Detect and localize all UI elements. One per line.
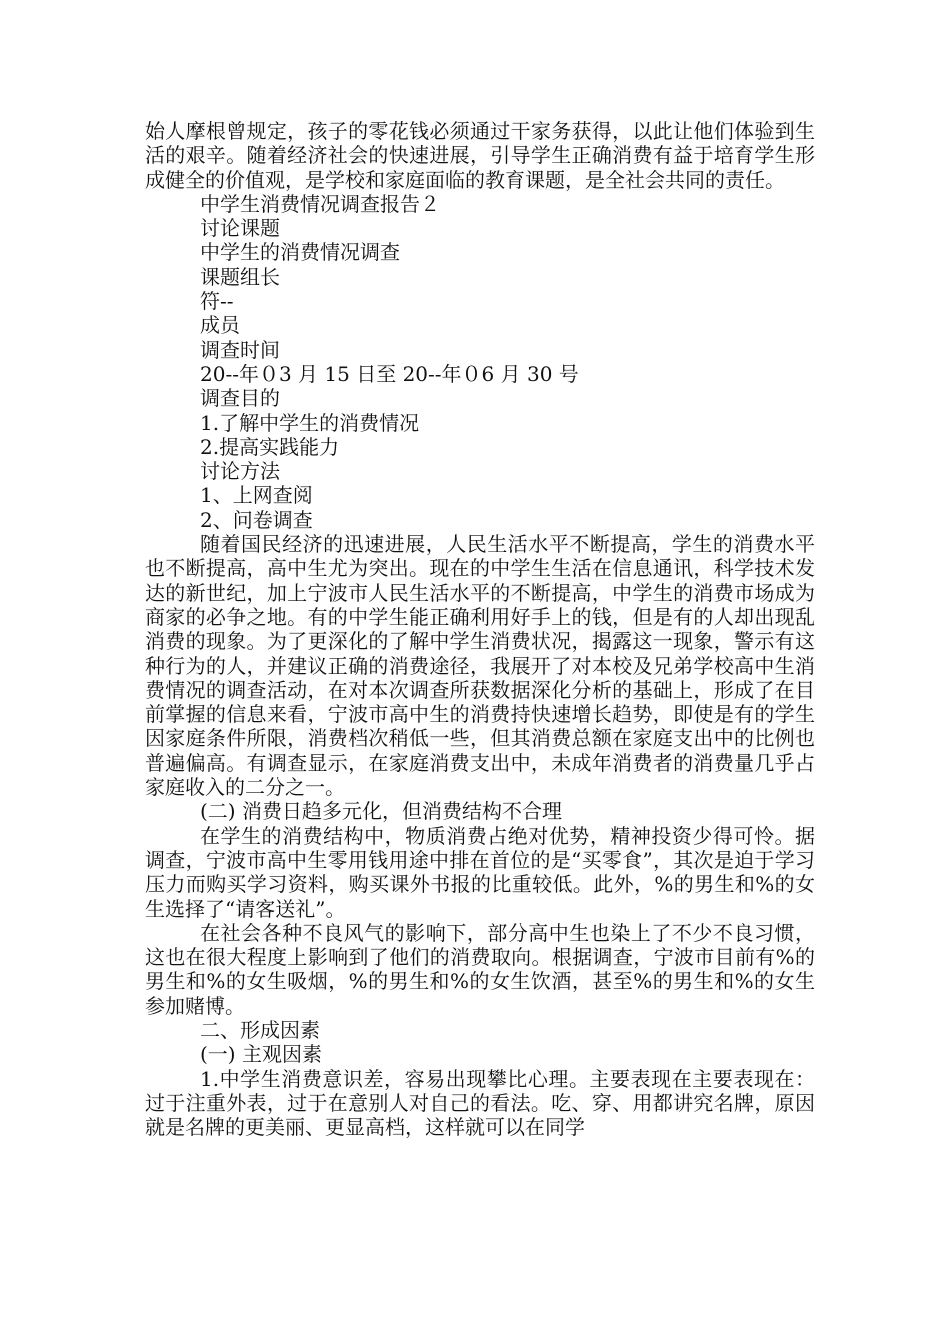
paragraph-intro-continuation: 始人摩根曾规定，孩子的零花钱必须通过干家务获得，以此让他们体验到生活的艰辛。随着经济社会的快速进展，引导学生正确消费有益于培育学生形成健全的价值观，是学校和家庭面临的教育课题，是全社会共同的责任。 bbox=[145, 119, 815, 192]
document-body bbox=[145, 119, 815, 1139]
paragraph-background: 随着国民经济的迅速进展，人民生活水平不断提高，学生的消费水平也不断提高，高中生尤为突出。现在的中学生生活在信息通讯，科学技术发达的新世纪，加上宁波市人民生活水平的不断提高，中学生的消费市场成为商家的必争之地。有的中学生能正确利用好手上的钱，但是有的人却出现乱消费的现象。为了更深化的了解中学生消费状况，揭露这一现象，警示有这种行为的人，并建议正确的消费途径，我展开了对本校及兄弟学校高中生消费情况的调查活动，在对本次调查所获数据深化分析的基础上，形成了在目前掌握的信息来看，宁波市高中生的消费持快速增长趋势，即使是有的学生因家庭条件所限，消费档次稍低一些，但其消费总额在家庭支出中的比例也普遍偏高。有调查显示，在家庭消费支出中，未成年消费者的消费量几乎占家庭收入的二分之一。 bbox=[145, 532, 815, 800]
method-item-2: 2、问卷调查 bbox=[200, 507, 313, 532]
label-group-leader: 课题组长 bbox=[200, 264, 280, 289]
paragraph-bad-habits: 在社会各种不良风气的影响下，部分高中生也染上了不少不良习惯，这也在很大程度上影响到了他们的消费取向。根据调查，宁波市目前有%的男生和%的女生吸烟，%的男生和%的女生饮酒，甚至%的男生和%的女生参加赌博。 bbox=[145, 920, 815, 1018]
paragraph-consumption-structure: 在学生的消费结构中，物质消费占绝对优势，精神投资少得可怜。据调查，宁波市高中生零用钱用途中排在首位的是“买零食”，其次是迫于学习压力而购买学习资料，购买课外书报的比重较低。此外，%的男生和%的女生选择了“请客送礼”。 bbox=[145, 823, 815, 921]
value-group-leader: 符-- bbox=[200, 289, 234, 314]
paragraph-comparison-mentality: 1.中学生消费意识差，容易出现攀比心理。主要表现在主要表现在：过于注重外表，过于在意别人对自己的看法。吃、穿、用都讲究名牌，原因就是名牌的更美丽、更显高档，这样就可以在同学 bbox=[145, 1066, 815, 1140]
report-title: 中学生消费情况调查报告２ bbox=[200, 191, 440, 216]
label-research-topic: 讨论课题 bbox=[200, 216, 280, 241]
label-survey-purpose: 调查目的 bbox=[200, 386, 280, 411]
section-heading-diversified: (二) 消费日趋多元化，但消费结构不合理 bbox=[200, 799, 562, 824]
value-survey-time: 20--年０3 月 15 日至 20--年０6 月 30 号 bbox=[200, 361, 579, 386]
label-research-method: 讨论方法 bbox=[200, 459, 280, 484]
label-members: 成员 bbox=[200, 313, 240, 338]
value-research-topic: 中学生的消费情况调查 bbox=[200, 240, 400, 265]
method-item-1: 1、上网查阅 bbox=[200, 483, 313, 508]
label-survey-time: 调查时间 bbox=[200, 337, 280, 362]
purpose-item-2: 2.提高实践能力 bbox=[200, 434, 340, 459]
subsection-heading-subjective: (一) 主观因素 bbox=[200, 1042, 322, 1067]
section-heading-causes: 二、形成因素 bbox=[200, 1017, 320, 1042]
purpose-item-1: 1.了解中学生的消费情况 bbox=[200, 410, 420, 435]
